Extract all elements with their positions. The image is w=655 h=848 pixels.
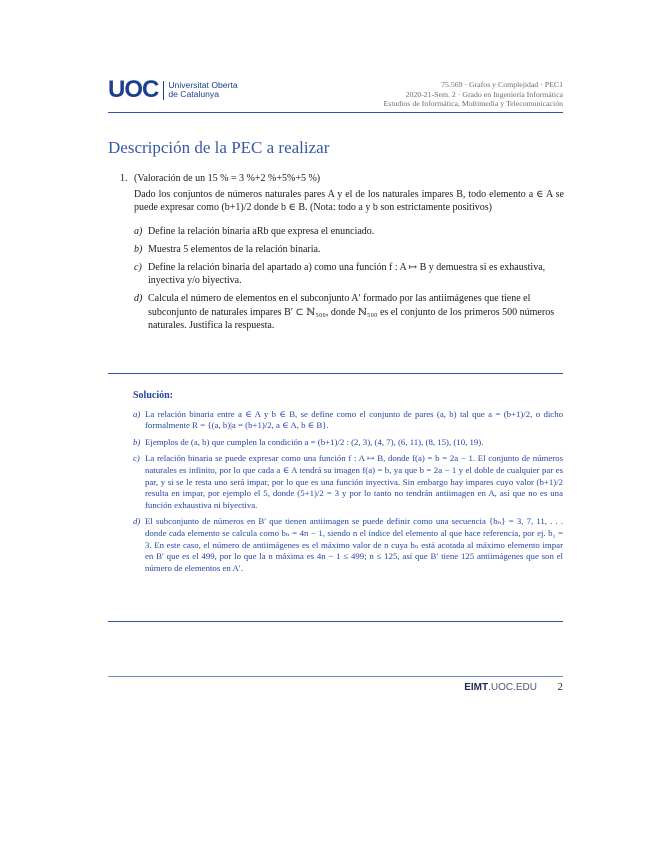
solution-top-rule [108, 373, 563, 374]
item-letter: c) [134, 262, 142, 274]
item-text: Calcula el número de elementos en el subconjunto A′ formado por las antiimágenes que tiene el subconjunto de naturales impares B′ ⊂ ℕ₅₀₀, donde ℕ₅₀₀ es el conjunto de los primeros 500 números naturales. Justifica la respuesta. [148, 293, 555, 331]
page-number: 2 [557, 681, 563, 693]
item-letter: d) [133, 516, 141, 527]
question-statement: Dado los conjuntos de números naturales pares A y el de los naturales impares B, todo elemento a ∈ A se puede expresar como (b+1)/2 donde b ∈ B. (Nota: todo a y b son estrictamente positivos) [134, 189, 564, 214]
question-block [120, 172, 564, 337]
logo-line-2: de Catalunya [168, 89, 219, 99]
item-text: La relación binaria entre a ∈ A y b ∈ B, se define como el conjunto de pares (a, b) tal que a = (b+1)/2, o dicho formalmente R = {(a, b)|a = (b+1)/2, a ∈ A, b ∈ B}. [145, 408, 563, 431]
solution-title: Solución: [133, 390, 174, 401]
solution-block [133, 390, 563, 579]
item-text: Define la relación binaria aRb que expresa el enunciado. [148, 225, 375, 237]
course-line: 75.569 · Grafos y Complejidad · PEC1 [441, 80, 563, 89]
item-letter: a) [133, 408, 141, 419]
semester-line: 2020-21-Sem. 2 · Grado en Ingeniería Informática [405, 89, 563, 99]
item-text: La relación binaria se puede expresar como una función f : A ↦ B, donde f(a) = b = 2a − 1. El conjunto de números naturales es infinito, por lo que cada a ∈ A tendrá su imagen f(a) = b, ya que b = 2a − 1 y el doble de cualquier par es par, y si se le resta uno será impar, por lo que es una función inyectiva. Sin embargo hay impares cuyo valor (b+1)/2 resulta en impar, por ejemplo el 5, donde (5+1)/2 = 3 y por lo tanto no tendrán antiimagen en A, así que no es una función exhaustiva ni biyectiva. [145, 453, 563, 510]
eimt-logo [464, 682, 537, 693]
question-heading [120, 172, 564, 185]
logo-line-1: Universitat Oberta [168, 79, 238, 90]
studies-line: Estudios de Informática, Multimedia y Telecomunicación [383, 99, 563, 109]
question-item [134, 225, 564, 238]
eimt-brand-bold: EIMT [464, 682, 489, 693]
solution-item [133, 453, 563, 511]
item-letter: d) [134, 293, 143, 305]
item-letter: b) [134, 243, 143, 255]
item-letter: a) [134, 225, 143, 237]
solution-bottom-rule [108, 621, 563, 622]
solution-item [133, 437, 563, 449]
item-letter: c) [133, 453, 140, 464]
header-rule [108, 112, 563, 113]
page-title: Descripción de la PEC a realizar [108, 138, 330, 157]
solution-item [133, 516, 563, 574]
solution-item [133, 409, 563, 432]
question-number: 1. [120, 173, 128, 184]
item-letter: b) [133, 436, 141, 447]
question-weighting: (Valoración de un 15 % = 3 %+2 %+5%+5 %) [134, 173, 321, 184]
question-item [134, 261, 564, 287]
item-text: Define la relación binaria del apartado a) como una función f : A ↦ B y demuestra si es exhaustiva, inyectiva y/o biyectiva. [148, 262, 546, 287]
solution-items [133, 409, 563, 575]
question-item [134, 292, 564, 332]
question-items [134, 225, 564, 332]
item-text: Ejemplos de (a, b) que cumplen la condición a = (b+1)/2 : (2, 3), (4, 7), (6, 11), (8, 15), (10, 19). [145, 436, 484, 447]
uoc-logo-mark: UOC [108, 76, 159, 103]
eimt-brand-light: .UOC.EDU [488, 682, 537, 693]
item-text: Muestra 5 elementos de la relación binaria. [148, 243, 321, 255]
header-info [384, 80, 563, 109]
question-item [134, 243, 564, 256]
footer-rule [108, 676, 563, 677]
item-text: El subconjunto de números en B′ que tienen antiimagen se puede definir como una secuencia {bₙ} = 3, 7, 11, . . . donde cada elemento se calcula como bₙ = 4n − 1, siendo n el índice del elemento al que hace referencia, por ej. b₁ = 3. En este caso, el número de antiimágenes es el máximo valor de n cuya bₙ está acotada al máximo elemento impar en B′ que es el 499, por lo que la n máxima es 4n − 1 ≤ 499; n ≤ 125, así que B′ tiene 125 antiimágenes que son el número de elementos en A′. [145, 516, 563, 573]
uoc-logo-text [163, 81, 237, 100]
uoc-logo [108, 76, 238, 103]
